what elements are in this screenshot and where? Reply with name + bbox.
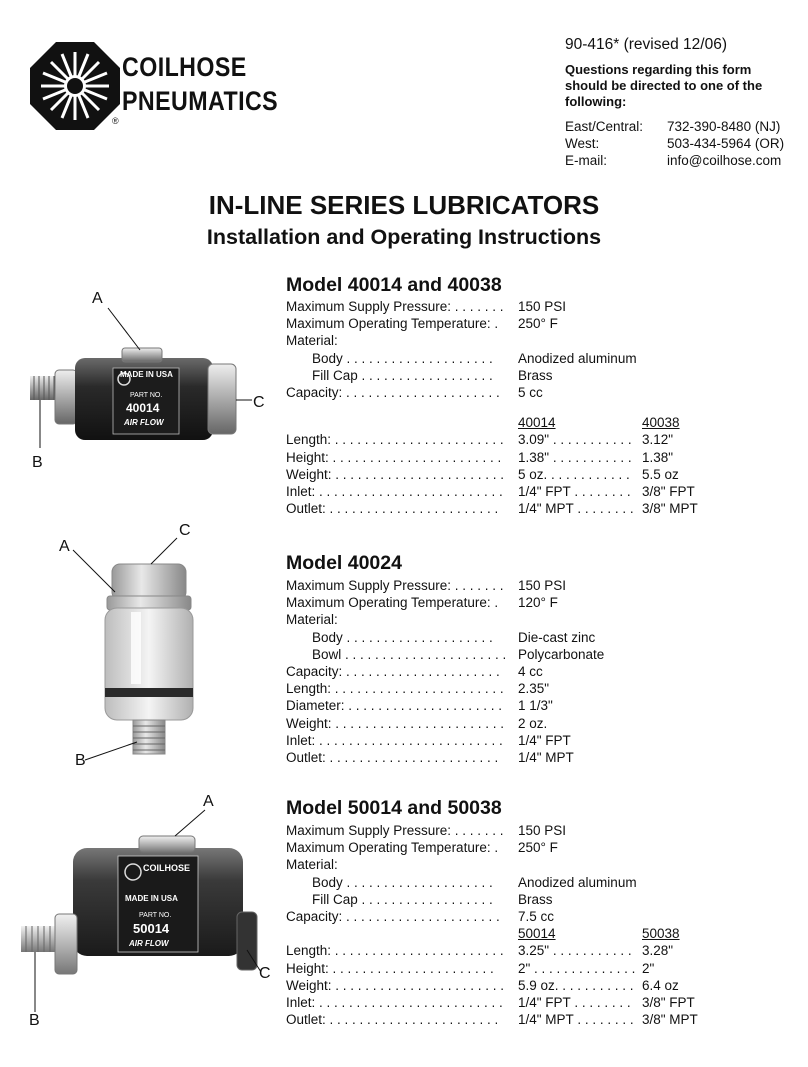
plate-part-number: 50014 bbox=[133, 921, 170, 936]
dim-label: Inlet: . . . . . . . . . . . . . . . . . . . . . . . . . bbox=[286, 483, 503, 499]
dim-value: 3/8" FPT bbox=[642, 483, 695, 499]
spec-label: Capacity: . . . . . . . . . . . . . . . . . . . . . bbox=[286, 384, 500, 400]
contact-phone: 503-434-5964 (OR) bbox=[667, 136, 785, 151]
callout-b: B bbox=[32, 454, 43, 471]
dim-value: 3.28" bbox=[642, 943, 674, 959]
dim-value: 1.38" . . . . . . . . . . . bbox=[518, 449, 632, 465]
spec-label: Maximum Operating Temperature: . bbox=[286, 840, 499, 856]
spec-label: Inlet: . . . . . . . . . . . . . . . . . . . . . . . . . bbox=[286, 732, 503, 748]
spec-label: Outlet: . . . . . . . . . . . . . . . . . . . . . . . bbox=[286, 749, 499, 765]
spec-value: 2 oz. bbox=[518, 715, 548, 731]
logo-pneumatics-text: PNEUMATICS bbox=[122, 86, 279, 116]
spec-value: Anodized aluminum bbox=[518, 350, 637, 366]
dim-value: 3/8" FPT bbox=[642, 994, 695, 1010]
dim-value: 5.5 oz bbox=[642, 466, 679, 482]
spec-value: 150 PSI bbox=[518, 299, 567, 314]
contact-phone: 732-390-8480 (NJ) bbox=[667, 119, 781, 134]
spec-label: Maximum Operating Temperature: . bbox=[286, 595, 499, 611]
spec-value: 4 cc bbox=[518, 663, 543, 679]
dim-label: Weight: . . . . . . . . . . . . . . . . . . . . . . . bbox=[286, 466, 505, 482]
plate-logo-text: COILHOSE bbox=[143, 863, 191, 873]
contact-west bbox=[565, 136, 788, 151]
spec-value: 250° F bbox=[518, 840, 558, 856]
contact-email-link[interactable]: info@coilhose.com bbox=[667, 153, 782, 168]
dim-label: Outlet: . . . . . . . . . . . . . . . . . . . . . . . bbox=[286, 1012, 499, 1028]
plate-part-no: PART NO. bbox=[130, 392, 163, 399]
spec-value: Anodized aluminum bbox=[518, 874, 637, 890]
plate-part-number: 40014 bbox=[126, 401, 160, 415]
dim-label: Outlet: . . . . . . . . . . . . . . . . . . . . . . . bbox=[286, 501, 499, 517]
spec-label: Diameter: . . . . . . . . . . . . . . . . . . . . . bbox=[286, 698, 503, 714]
spec-value: Die-cast zinc bbox=[518, 629, 596, 645]
contact-label: West: bbox=[565, 136, 600, 151]
column-header: 40014 bbox=[518, 415, 556, 431]
lubricator-40024-illustration bbox=[55, 520, 255, 770]
dim-value: 3/8" MPT bbox=[642, 501, 698, 517]
logo-coilhose-text: COILHOSE bbox=[122, 52, 247, 82]
spec-label: Material: bbox=[286, 333, 338, 349]
dim-value: 3.09" . . . . . . . . . . . bbox=[518, 432, 632, 448]
dim-value: 6.4 oz bbox=[642, 977, 679, 993]
dim-label: Weight: . . . . . . . . . . . . . . . . . . . . . . . bbox=[286, 977, 505, 993]
callout-c: C bbox=[259, 965, 271, 982]
dim-value: 1.38" bbox=[642, 449, 674, 465]
contact-label: East/Central: bbox=[565, 119, 644, 134]
spec-label: Fill Cap . . . . . . . . . . . . . . . . . . bbox=[312, 367, 493, 383]
figure-40014 bbox=[20, 288, 280, 478]
spec-label: Body . . . . . . . . . . . . . . . . . . . . bbox=[312, 350, 493, 366]
spec-value: 1/4" FPT bbox=[518, 732, 571, 748]
dim-value: 1/4" FPT . . . . . . . . bbox=[518, 483, 631, 499]
questions-note: Questions regarding this form should be directed to one of the following: bbox=[565, 62, 763, 109]
spec-value: 250° F bbox=[518, 316, 558, 332]
callout-a: A bbox=[203, 793, 214, 810]
dim-value: 1/4" FPT . . . . . . . . bbox=[518, 994, 631, 1010]
dim-value: 3.25" . . . . . . . . . . . bbox=[518, 943, 632, 959]
dim-label: Height: . . . . . . . . . . . . . . . . . . . . . . bbox=[286, 960, 494, 976]
spec-label: Material: bbox=[286, 612, 338, 628]
dim-label: Length: . . . . . . . . . . . . . . . . . . . . . . . bbox=[286, 943, 504, 959]
dim-value: 3/8" MPT bbox=[642, 1012, 698, 1028]
dim-value: 2" . . . . . . . . . . . . . . bbox=[518, 960, 636, 976]
callout-a: A bbox=[59, 538, 70, 555]
page-subtitle: Installation and Operating Instructions bbox=[206, 225, 602, 249]
column-header: 50038 bbox=[642, 926, 680, 942]
dim-value: 2" bbox=[642, 960, 655, 976]
sunburst-logo-icon bbox=[30, 42, 120, 130]
spec-value: 150 PSI bbox=[518, 823, 567, 838]
dim-label: Length: . . . . . . . . . . . . . . . . . . . . . . . bbox=[286, 432, 504, 448]
lubricator-50014-illustration bbox=[15, 790, 280, 1030]
dim-value: 1/4" MPT . . . . . . . . bbox=[518, 1012, 634, 1028]
callout-b: B bbox=[29, 1012, 40, 1029]
spec-value: 150 PSI bbox=[518, 578, 567, 593]
spec-value: Brass bbox=[518, 891, 553, 907]
spec-label: Maximum Supply Pressure: . . . . . . . bbox=[286, 299, 504, 314]
spec-label: Fill Cap . . . . . . . . . . . . . . . . . . bbox=[312, 891, 493, 907]
figure-40024 bbox=[55, 520, 255, 770]
dim-value: 3.12" bbox=[642, 432, 674, 448]
spec-label: Weight: . . . . . . . . . . . . . . . . . . . . . . . bbox=[286, 715, 505, 731]
registered-mark: ® bbox=[112, 116, 119, 126]
plate-part-no: PART NO. bbox=[139, 912, 172, 919]
dim-value: 5.9 oz. . . . . . . . . . . bbox=[518, 977, 634, 993]
spec-label: Maximum Supply Pressure: . . . . . . . bbox=[286, 578, 504, 593]
contact-east bbox=[565, 119, 788, 134]
spec-value: Polycarbonate bbox=[518, 646, 605, 662]
spec-label: Maximum Supply Pressure: . . . . . . . bbox=[286, 823, 504, 838]
spec-label: Body . . . . . . . . . . . . . . . . . . . . bbox=[312, 874, 493, 890]
dim-label: Height: . . . . . . . . . . . . . . . . . . . . . . . bbox=[286, 449, 502, 465]
dim-value: 1/4" MPT . . . . . . . . bbox=[518, 501, 634, 517]
spec-label: Capacity: . . . . . . . . . . . . . . . . . . . . . bbox=[286, 908, 500, 924]
plate-air-flow: AIR FLOW bbox=[129, 939, 169, 948]
callout-c: C bbox=[253, 394, 265, 411]
model-40014-title: Model 40014 and 40038 bbox=[286, 274, 502, 296]
form-number: 90-416* (revised 12/06) bbox=[565, 36, 727, 53]
callout-a: A bbox=[92, 290, 103, 307]
spec-value: 2.35" bbox=[518, 681, 550, 697]
callout-c: C bbox=[179, 522, 191, 539]
contact-email bbox=[565, 153, 788, 168]
spec-value: Brass bbox=[518, 367, 553, 383]
spec-value: 120° F bbox=[518, 595, 558, 611]
spec-value: 7.5 cc bbox=[518, 908, 555, 924]
spec-label: Bowl . . . . . . . . . . . . . . . . . . . . . . bbox=[312, 646, 507, 662]
spec-value: 5 cc bbox=[518, 384, 543, 400]
lubricator-40014-illustration bbox=[20, 288, 280, 478]
spec-label: Maximum Operating Temperature: . bbox=[286, 316, 499, 332]
model-50014-title: Model 50014 and 50038 bbox=[286, 797, 502, 819]
callout-b: B bbox=[75, 752, 86, 769]
plate-made-in: MADE IN USA bbox=[120, 370, 173, 379]
spec-value: 1 1/3" bbox=[518, 698, 553, 714]
dim-value: 5 oz. . . . . . . . . . . . bbox=[518, 466, 630, 482]
plate-made-in: MADE IN USA bbox=[125, 894, 178, 903]
column-header: 50014 bbox=[518, 926, 556, 942]
spec-label: Capacity: . . . . . . . . . . . . . . . . . . . . . bbox=[286, 663, 500, 679]
model-40024-title: Model 40024 bbox=[286, 552, 402, 574]
page-title: IN-LINE SERIES LUBRICATORS bbox=[208, 190, 600, 220]
spec-label: Length: . . . . . . . . . . . . . . . . . . . . . . . bbox=[286, 681, 504, 697]
column-header: 40038 bbox=[642, 415, 680, 431]
spec-label: Material: bbox=[286, 857, 338, 873]
plate-air-flow: AIR FLOW bbox=[124, 418, 164, 427]
spec-value: 1/4" MPT bbox=[518, 749, 574, 765]
dim-label: Inlet: . . . . . . . . . . . . . . . . . . . . . . . . . bbox=[286, 994, 503, 1010]
figure-50014 bbox=[15, 790, 280, 1030]
spec-label: Body . . . . . . . . . . . . . . . . . . . . bbox=[312, 629, 493, 645]
company-logo bbox=[30, 42, 279, 130]
contact-label: E-mail: bbox=[565, 153, 608, 168]
